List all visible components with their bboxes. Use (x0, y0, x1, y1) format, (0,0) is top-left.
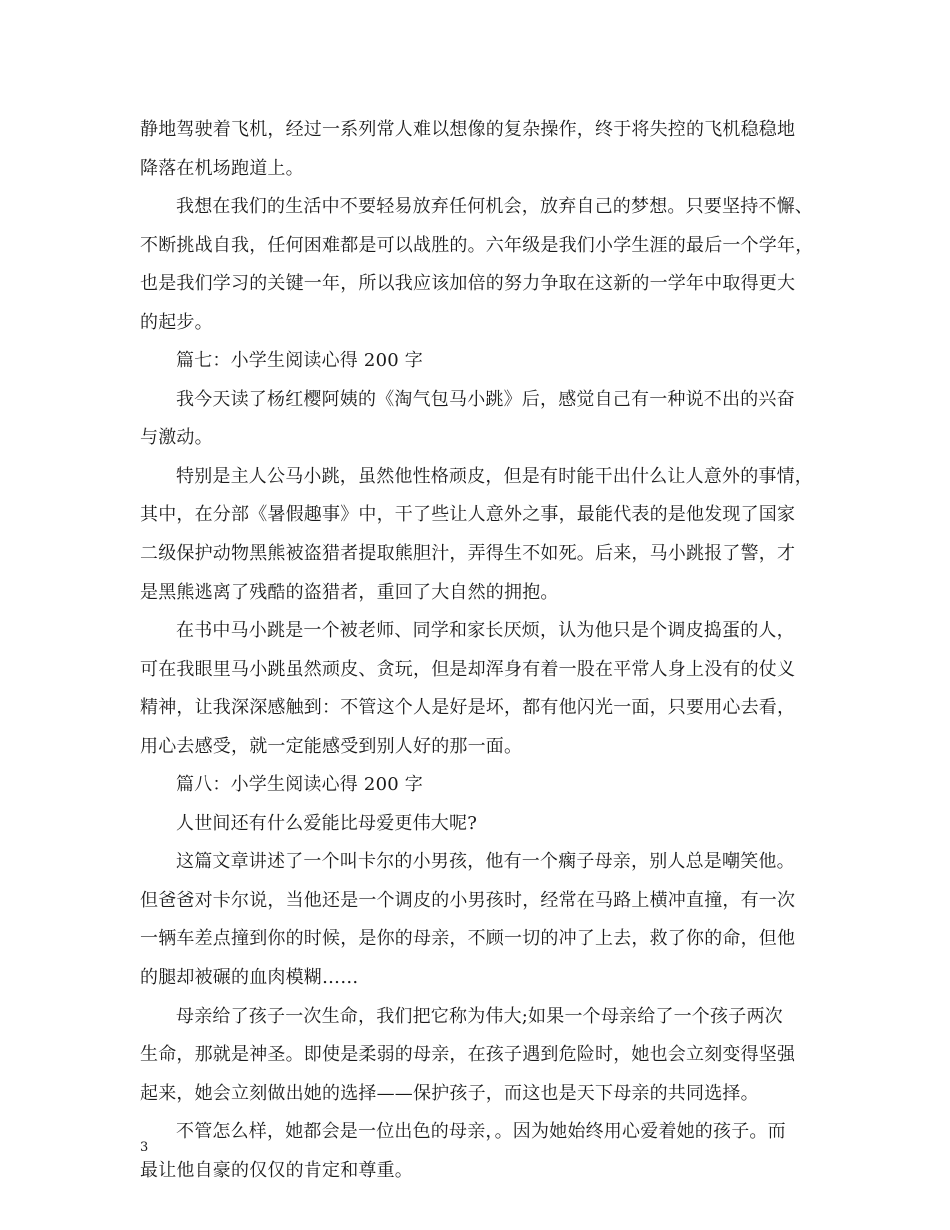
text-line: 用心去感受，就一定能感受到别人好的那一面。 (140, 735, 523, 757)
page-number: 3 (140, 1140, 149, 1155)
text-line: 这篇文章讲述了一个叫卡尔的小男孩，他有一个瘸子母亲，别人总是嘲笑他。 (176, 851, 795, 873)
text-line: 不断挑战自我，任何困难都是可以战胜的。六年级是我们小学生涯的最后一个学年， (140, 234, 814, 256)
text-line: 也是我们学习的关键一年，所以我应该加倍的努力争取在这新的一学年中取得更大 (140, 273, 796, 295)
text-line: 的腿却被碾的血肉模糊…… (140, 967, 359, 989)
text-line: 特别是主人公马小跳，虽然他性格顽皮，但是有时能干出什么让人意外的事情， (176, 465, 813, 487)
text-line: 不管怎么样，她都会是一位出色的母亲，。因为她始终用心爱着她的孩子。而 (176, 1121, 786, 1143)
text-line: 的起步。 (140, 311, 213, 333)
text-line: 篇八：小学生阅读心得 200 字 (176, 774, 423, 796)
text-line: 在书中马小跳是一个被老师、同学和家长厌烦，认为他只是个调皮捣蛋的人， (176, 620, 795, 642)
text-line: 我想在我们的生活中不要轻易放弃任何机会，放弃自己的梦想。只要坚持不懈、 (176, 196, 813, 218)
text-line: 母亲给了孩子一次生命，我们把它称为伟大;如果一个母亲给了一个孩子两次 (176, 1005, 783, 1027)
text-line: 降落在机场跑道上。 (140, 157, 304, 179)
text-line: 精神，让我深深感触到：不管这个人是好是坏，都有他闪光一面，只要用心去看， (140, 697, 796, 719)
text-line: 起来，她会立刻做出她的选择——保护孩子，而这也是天下母亲的共同选择。 (140, 1082, 759, 1104)
text-line: 人世间还有什么爱能比母爱更伟大呢? (176, 812, 478, 834)
text-line: 最让他自豪的仅仅的肯定和尊重。 (140, 1159, 413, 1181)
text-line: 但爸爸对卡尔说，当他还是一个调皮的小男孩时，经常在马路上横冲直撞，有一次 (140, 889, 796, 911)
text-line: 一辆车差点撞到你的时候，是你的母亲，不顾一切的冲了上去，救了你的命，但他 (140, 928, 796, 950)
text-line: 生命，那就是神圣。即使是柔弱的母亲，在孩子遇到危险时，她也会立刻变得坚强 (140, 1044, 796, 1066)
text-line: 篇七：小学生阅读心得 200 字 (176, 350, 423, 372)
text-line: 静地驾驶着飞机，经过一系列常人难以想像的复杂操作，终于将失控的飞机稳稳地 (140, 119, 796, 140)
text-line: 其中，在分部《暑假趣事》中，干了些让人意外之事，最能代表的是他发现了国家 (140, 504, 796, 526)
text-line: 我今天读了杨红樱阿姨的《淘气包马小跳》后，感觉自己有一种说不出的兴奋 (176, 388, 795, 410)
text-line: 是黑熊逃离了残酷的盗猎者，重回了大自然的拥抱。 (140, 581, 559, 603)
text-line: 二级保护动物黑熊被盗猎者提取熊胆汁，弄得生不如死。后来，马小跳报了警，才 (140, 543, 796, 565)
document-body (140, 111, 815, 1190)
text-line: 可在我眼里马小跳虽然顽皮、贪玩，但是却浑身有着一股在平常人身上没有的仗义 (140, 658, 796, 680)
text-line: 与激动。 (140, 427, 213, 449)
